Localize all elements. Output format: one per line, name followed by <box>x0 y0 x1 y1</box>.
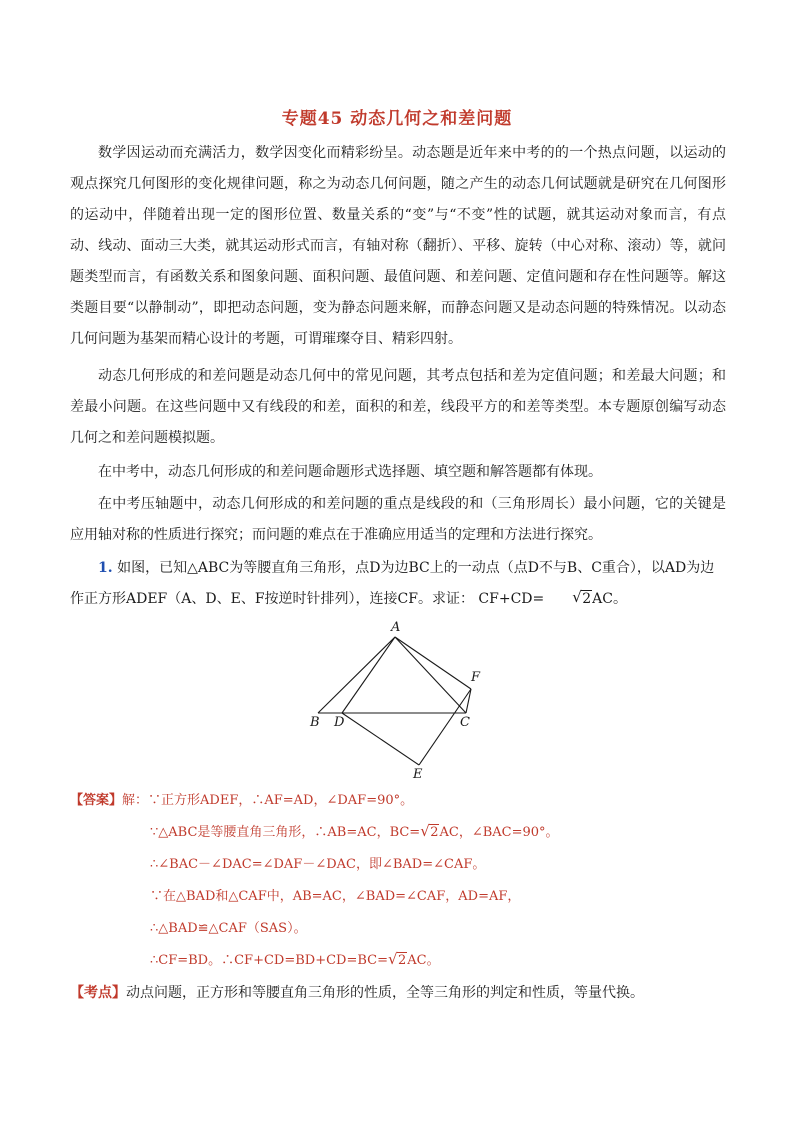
segment-AB <box>318 637 395 713</box>
label-A: A <box>391 620 401 635</box>
question-text: 如图，已知△ABC为等腰直角三角形，点D为边BC上的一动点（点D不与B、C重合），以AD为边作正方形ADEF（A、D、E、F按逆时针排列），连接CF。求证： CF+CD= <box>70 560 715 607</box>
label-C: C <box>460 715 470 730</box>
question-number: 1. <box>98 560 113 576</box>
segment-DE <box>342 713 419 765</box>
geometry-figure <box>300 615 500 780</box>
answer-line-3: ∴∠BAC－∠DAC=∠DAF－∠DAC，即∠BAD=∠CAF。 <box>150 857 486 872</box>
kaodian-line <box>70 983 644 1003</box>
sqrt-expression <box>388 951 407 971</box>
label-D: D <box>334 715 345 730</box>
answer-lead: 解： <box>122 793 149 808</box>
radical-sign-icon: √ <box>572 588 582 606</box>
segment-AC <box>395 637 466 713</box>
answer-step-1: ∵正方形ADEF，∴AF=AD，∠DAF=90°。 <box>148 793 414 808</box>
segment-AF <box>395 637 471 689</box>
sqrt-argument: 2 <box>430 825 439 840</box>
answer-step-6-b: AC。 <box>407 953 440 968</box>
answer-tag: 【答案】 <box>70 793 123 808</box>
intro-paragraph-3: 在中考中，动态几何形成的和差问题命题形式选择题、填空题和解答题都有体现。 <box>98 464 602 480</box>
answer-step-2-b: AC，∠BAC=90°。 <box>439 825 559 840</box>
kaodian-text: 动点问题，正方形和等腰直角三角形的性质，全等三角形的判定和性质，等量代换。 <box>126 985 644 1001</box>
intro-paragraph-2: 动态几何形成的和差问题是动态几何中的常见问题，其考点包括和差为定值问题；和差最大问题；和差最小问题。在这些问题中又有线段的和差，面积的和差，线段平方的和差等类型。本专题原创编写动态几何之和差问题模拟题。 <box>70 368 726 446</box>
radical-sign-icon: √ <box>420 822 430 840</box>
intro-paragraph-4: 在中考压轴题中，动态几何形成的和差问题的重点是线段的和（三角形周长）最小问题，它的关键是应用轴对称的性质进行探究；而问题的难点在于准确应用适当的定理和方法进行探究。 <box>70 496 726 543</box>
label-F: F <box>471 670 481 685</box>
answer-line-4: ∵在△BAD和△CAF中，AB=AC，∠BAD=∠CAF，AD=AF， <box>150 889 521 904</box>
kaodian-tag: 【考点】 <box>70 985 126 1001</box>
radical-sign-icon: √ <box>388 950 398 968</box>
label-E: E <box>413 767 423 780</box>
answer-line-1 <box>70 791 413 811</box>
question-1 <box>70 553 726 615</box>
sqrt-argument: 2 <box>582 591 592 607</box>
answer-step-6-a: ∴CF=BD。∴CF+CD=BD+CD=BC= <box>150 953 388 968</box>
answer-line-2 <box>150 823 559 843</box>
intro-paragraph-1: 数学因运动而充满活力，数学因变化而精彩纷呈。动态题是近年来中考的的一个热点问题，以运动的观点探究几何图形的变化规律问题，称之为动态几何问题，随之产生的动态几何试题就是研究在几何图形的运动中，伴随着出现一定的图形位置、数量关系的“变”与“不变”性的试题，就其运动对象而言，有点动、线动、面动三大类，就其运动形式而言，有轴对称（翻折）、平移、旋转（中心对称、滚动）等，就问题类型而言，有函数关系和图象问题、面积问题、最值问题、和差问题、定值问题和存在性问题等。解这类题目要“以静制动”，即把动态问题，变为静态问题来解，而静态问题又是动态问题的特殊情况。以动态几何问题为基架而精心设计的考题，可谓璀璨夺目、精彩四射。 <box>70 145 726 347</box>
sqrt-argument: 2 <box>398 953 407 968</box>
segment-AD <box>342 637 395 713</box>
sqrt-expression <box>420 823 439 843</box>
label-B: B <box>310 715 320 730</box>
answer-line-6 <box>150 951 440 971</box>
question-text-end: AC。 <box>592 591 627 607</box>
page-title: 专题45 动态几何之和差问题 <box>281 109 513 129</box>
sqrt-expression <box>544 584 592 615</box>
answer-line-5: ∴△BAD≌△CAF（SAS）。 <box>150 921 307 936</box>
answer-step-2-a: ∵△ABC是等腰直角三角形，∴AB=AC，BC= <box>150 825 421 840</box>
